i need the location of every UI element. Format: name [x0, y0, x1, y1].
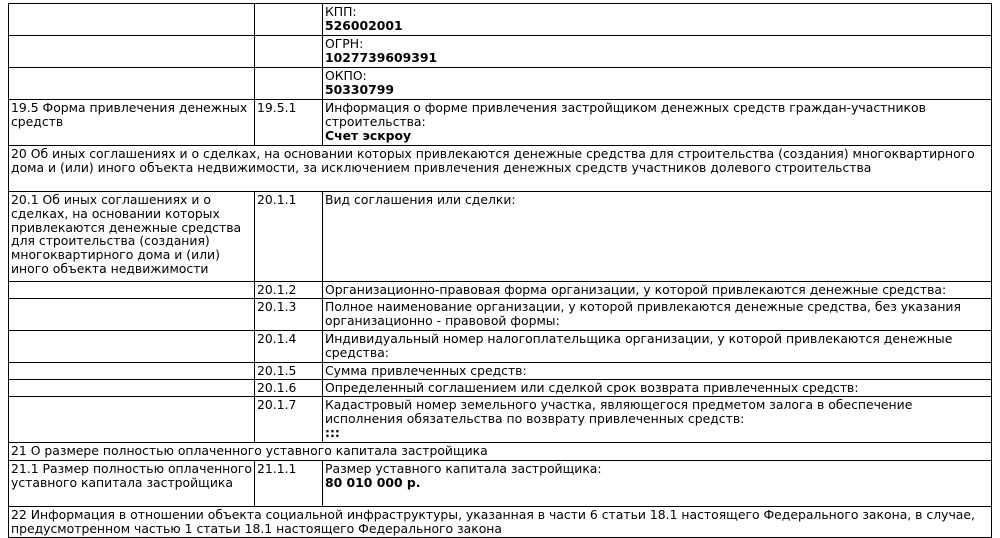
item-code-20-1-1: 20.1.1 — [255, 192, 323, 282]
declaration-table — [8, 3, 992, 538]
item-code-21-1-1: 21.1.1 — [255, 461, 323, 507]
table-row-ogrn — [9, 36, 992, 68]
empty-cell — [255, 36, 323, 68]
item-20-1-4-label: Индивидуальный номер налогоплательщика организации, у которой привлекаются денежные средства: — [323, 331, 992, 363]
section-20-1-title: 20.1 Об иных соглашениях и о сделках, на основании которых привлекаются денежные средства для строительства (создания) многоквартирного дома и (или) иного объекта недвижимости — [9, 192, 255, 282]
item-20-1-2-label: Организационно-правовая форма организации, у которой привлекаются денежные средства: — [323, 282, 992, 299]
item-20-1-5-label: Сумма привлеченных средств: — [323, 363, 992, 380]
item-code-20-1-7: 20.1.7 — [255, 397, 323, 443]
okpo-value: 50330799 — [325, 81, 394, 97]
empty-cell — [255, 68, 323, 100]
section-20-title: 20 Об иных соглашениях и о сделках, на основании которых привлекаются денежные средства для строительства (создания) многоквартирного дома и (или) иного объекта недвижимости, за исключением привлечения денежных средств участников долевого строительства — [9, 146, 992, 192]
table-row-kpp — [9, 4, 992, 36]
item-21-1-1-value: 80 010 000 р. — [325, 474, 421, 490]
item-20-1-7-label: Кадастровый номер земельного участка, являющегося предметом залога в обеспечение исполнения обязательства по возврату привлеченных средств: — [325, 397, 913, 426]
item-20-1-3-label: Полное наименование организации, у которой привлекаются денежные средства, без указания организационно - правовой формы: — [323, 299, 992, 331]
section-19-5-title: 19.5 Форма привлечения денежных средств — [9, 100, 255, 146]
item-code-20-1-3: 20.1.3 — [255, 299, 323, 331]
table-row-20-1-7 — [9, 397, 992, 443]
section-21-1-title: 21.1 Размер полностью оплаченного уставного капитала застройщика — [9, 461, 255, 507]
empty-cell — [9, 68, 255, 100]
item-19-5-1-value: Счет эскроу — [325, 127, 412, 143]
item-20-1-6-label: Определенный соглашением или сделкой срок возврата привлеченных средств: — [323, 380, 992, 397]
table-row-section-21 — [9, 443, 992, 461]
empty-cell — [255, 4, 323, 36]
empty-cell — [9, 380, 255, 397]
table-row-20-1-3 — [9, 299, 992, 331]
item-20-1-7-cell — [323, 397, 992, 443]
okpo-cell — [323, 68, 992, 100]
item-20-1-1-label: Вид соглашения или сделки: — [323, 192, 992, 282]
table-row-20-1-1 — [9, 192, 992, 282]
item-code-19-5-1: 19.5.1 — [255, 100, 323, 146]
table-row-19-5 — [9, 100, 992, 146]
table-row-20-1-6 — [9, 380, 992, 397]
table-row-okpo — [9, 68, 992, 100]
empty-cell — [9, 4, 255, 36]
table-row-20-1-5 — [9, 363, 992, 380]
table-row-section-20 — [9, 146, 992, 192]
item-21-1-1-cell — [323, 461, 992, 507]
table-row-20-1-4 — [9, 331, 992, 363]
item-19-5-1-cell — [323, 100, 992, 146]
empty-cell — [9, 299, 255, 331]
kpp-cell — [323, 4, 992, 36]
empty-cell — [9, 397, 255, 443]
item-code-20-1-2: 20.1.2 — [255, 282, 323, 299]
ogrn-value: 1027739609391 — [325, 49, 438, 65]
ogrn-cell — [323, 36, 992, 68]
item-code-20-1-5: 20.1.5 — [255, 363, 323, 380]
item-code-20-1-4: 20.1.4 — [255, 331, 323, 363]
okpo-label: ОКПО: — [325, 68, 367, 83]
item-21-1-1-label: Размер уставного капитала застройщика: — [325, 461, 602, 476]
ogrn-label: ОГРН: — [325, 36, 364, 51]
table-row-section-22 — [9, 507, 992, 538]
item-20-1-7-value: ::: — [325, 424, 340, 440]
empty-cell — [9, 282, 255, 299]
item-code-20-1-6: 20.1.6 — [255, 380, 323, 397]
table-row-21-1 — [9, 461, 992, 507]
kpp-label: КПП: — [325, 4, 357, 19]
kpp-value: 526002001 — [325, 17, 403, 33]
section-21-title: 21 О размере полностью оплаченного уставного капитала застройщика — [9, 443, 992, 461]
empty-cell — [9, 363, 255, 380]
table-row-20-1-2 — [9, 282, 992, 299]
empty-cell — [9, 36, 255, 68]
empty-cell — [9, 331, 255, 363]
item-19-5-1-label: Информация о форме привлечения застройщиком денежных средств граждан-участников строительства: — [325, 100, 926, 129]
section-22-title: 22 Информация в отношении объекта социальной инфраструктуры, указанная в части 6 статьи 18.1 настоящего Федерального закона, в случае, предусмотренном частью 1 статьи 18.1 настоящего Федерального закона — [9, 507, 992, 538]
